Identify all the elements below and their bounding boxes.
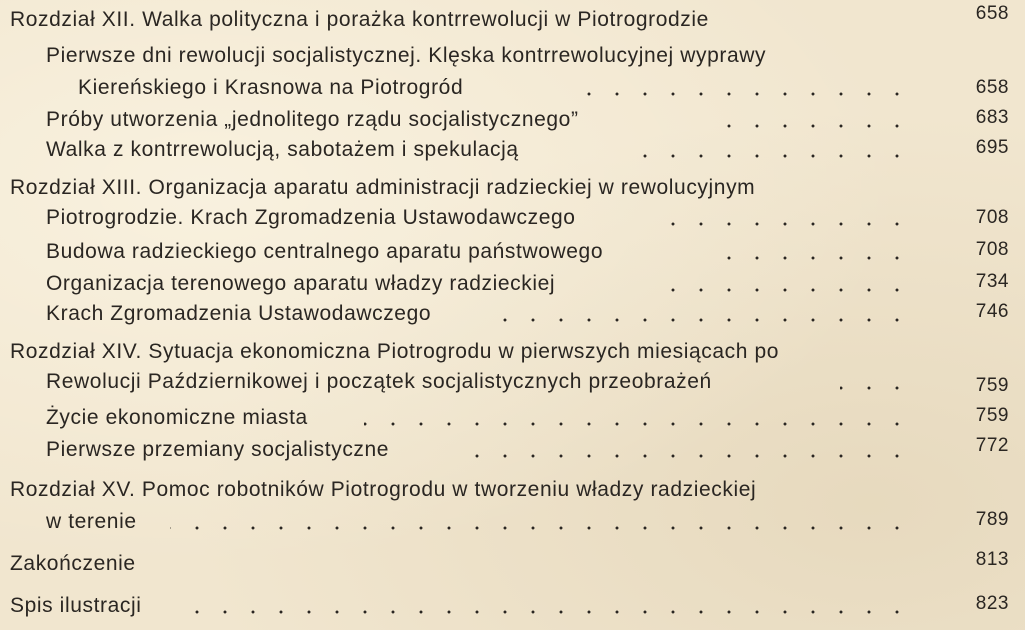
dot-leader [568, 72, 915, 104]
toc-entry-title: Rewolucji Październikowej i początek socjalistycznych przeobrażeń [46, 370, 712, 393]
toc-entry-section [0, 104, 1025, 136]
toc-entry-title: Zakończenie [10, 552, 136, 575]
dot-leader [190, 590, 915, 622]
dot-leader [632, 134, 915, 166]
toc-entry-title: Kiereńskiego i Krasnowa na Piotrogród [78, 76, 464, 99]
toc-entry-title: Pierwsze dni rewolucji socjalistycznej. Klęska kontrrewolucyjnej wyprawy [46, 44, 767, 67]
toc-entry-section [0, 134, 1025, 166]
toc-page-number: 708 [975, 239, 1009, 260]
toc-page-number: 759 [975, 405, 1009, 426]
dot-leader [668, 268, 915, 300]
dot-leader [706, 104, 915, 136]
toc-entry-title: Walka z kontrrewolucją, sabotażem i spekulacją [46, 138, 519, 161]
dot-leader [170, 506, 915, 538]
toc-entry-title: Próby utworzenia „jednolitego rządu socjalistycznego” [46, 108, 579, 131]
toc-page-number: 658 [975, 3, 1009, 24]
toc-page-number: 734 [975, 271, 1009, 292]
toc-entry-section [0, 268, 1025, 300]
toc-page-number: 813 [975, 549, 1009, 570]
toc-page-number: 683 [975, 107, 1009, 128]
toc-entry-chapter-14 [0, 336, 1025, 368]
toc-entry-section [0, 40, 1025, 72]
toc-entry-conclusion [0, 548, 1025, 580]
toc-entry-title: Budowa radzieckiego centralnego aparatu państwowego [46, 240, 604, 263]
toc-page-number: 708 [975, 207, 1009, 228]
toc-entry-title: Spis ilustracji [10, 594, 142, 617]
toc-entry-chapter-13 [0, 172, 1025, 204]
toc-page-number: 823 [975, 593, 1009, 614]
toc-entry-title: Piotrogrodzie. Krach Zgromadzenia Ustawodawczego [46, 206, 576, 229]
dot-leader [364, 402, 915, 434]
toc-entry-chapter-12 [0, 4, 1025, 36]
toc-entry-section [0, 298, 1025, 330]
toc-page-number: 789 [975, 509, 1009, 530]
toc-entry-section [0, 236, 1025, 268]
toc-page-number: 746 [975, 301, 1009, 322]
dot-leader [670, 202, 915, 234]
toc-entry-section [0, 434, 1025, 466]
dot-leader [712, 236, 915, 268]
toc-entry-section [0, 402, 1025, 434]
toc-entry-title: Krach Zgromadzenia Ustawodawczego [46, 302, 432, 325]
toc-entry-section [0, 506, 1025, 538]
toc-entry-title: Pierwsze przemiany socjalistyczne [46, 438, 390, 461]
toc-page-number: 695 [975, 137, 1009, 158]
toc-entry-title: Życie ekonomiczne miasta [46, 406, 308, 429]
toc-entry-chapter-15 [0, 474, 1025, 506]
toc-entry-title: w terenie [46, 510, 137, 533]
toc-entry-illustrations [0, 590, 1025, 622]
dot-leader [900, 4, 915, 36]
toc-entry-section [0, 366, 1025, 398]
dot-leader [840, 366, 915, 398]
toc-entry-title: Rozdział XIII. Organizacja aparatu administracji radzieckiej w rewolucyjnym [10, 176, 756, 199]
toc-page-number: 759 [975, 375, 1009, 396]
dot-leader [502, 298, 915, 330]
toc-entry-title: Rozdział XII. Walka polityczna i porażka kontrrewolucji w Piotrogrodzie [10, 8, 709, 31]
toc-page-number: 658 [975, 77, 1009, 98]
toc-entry-section [0, 72, 1025, 104]
toc-entry-title: Organizacja terenowego aparatu władzy radzieckiej [46, 272, 556, 295]
toc-page-number: 772 [975, 435, 1009, 456]
toc-entry-title: Rozdział XV. Pomoc robotników Piotrogrodu w tworzeniu władzy radzieckiej [10, 478, 757, 501]
toc-entry-title: Rozdział XIV. Sytuacja ekonomiczna Piotrogrodu w pierwszych miesiącach po [10, 340, 780, 363]
toc-entry-section [0, 202, 1025, 234]
dot-leader [454, 434, 915, 466]
